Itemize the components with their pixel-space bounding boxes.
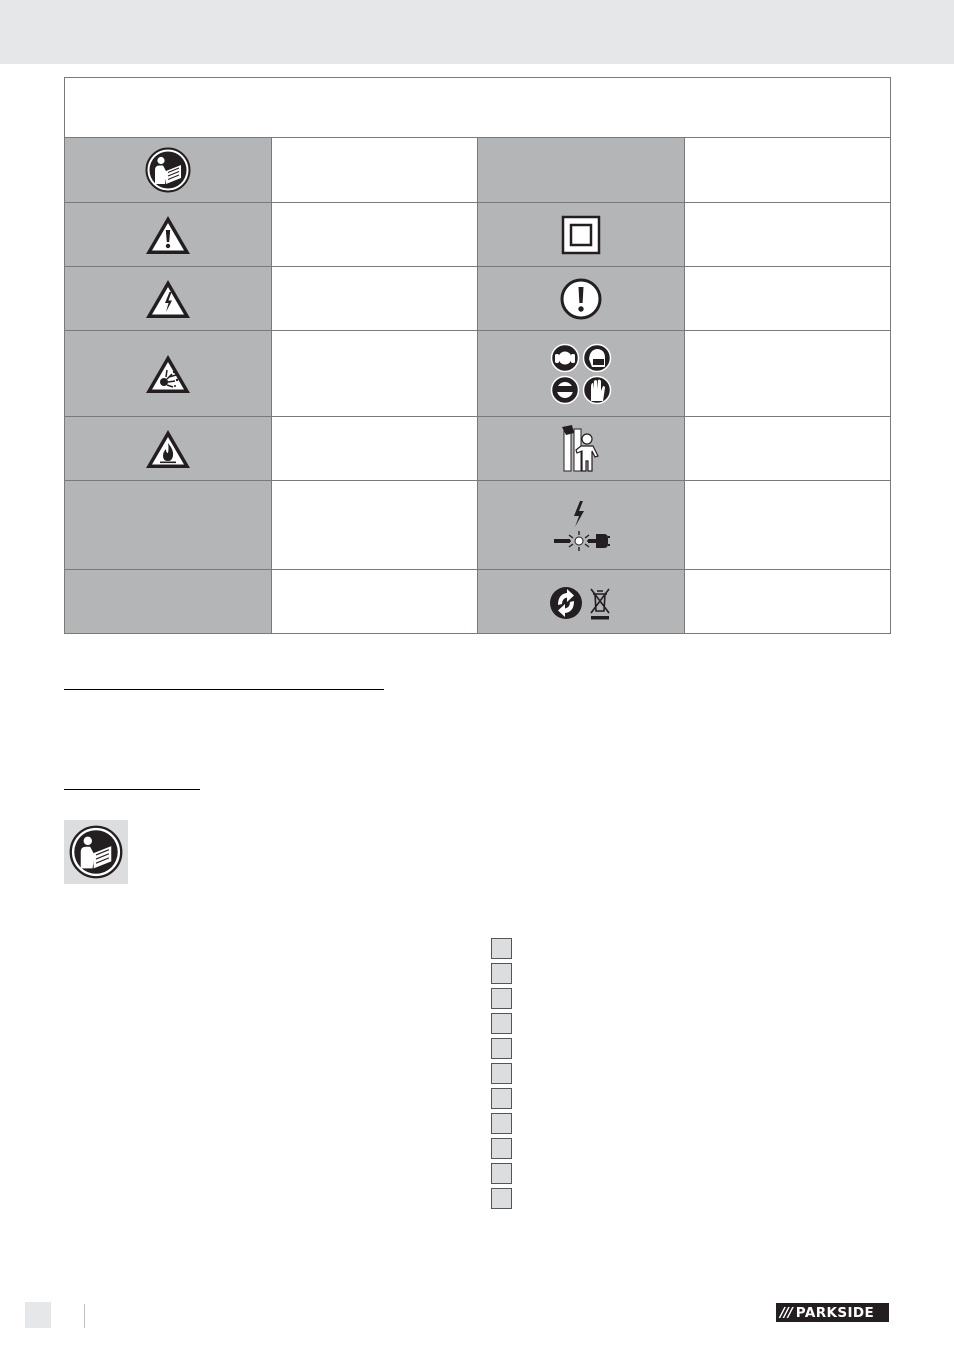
part-number-box [491, 988, 512, 1009]
symbol-icon-cell [65, 267, 272, 331]
symbol-row [65, 331, 891, 417]
symbol-description [684, 331, 891, 417]
fire-warning-icon [144, 428, 192, 470]
symbol-icon-cell [65, 138, 272, 203]
symbol-row [65, 481, 891, 570]
parts-list [491, 938, 515, 1213]
read-manual-icon [145, 147, 191, 193]
symbol-icon-cell [478, 570, 685, 634]
symbol-icon-cell [478, 417, 685, 481]
symbol-row [65, 267, 891, 331]
symbol-description [271, 138, 478, 203]
section-heading-underline [64, 689, 384, 690]
symbol-icon-cell [478, 267, 685, 331]
attention-icon [560, 278, 602, 320]
part-number-box [491, 938, 512, 959]
brand-logo [776, 1303, 889, 1322]
part-number-box [491, 1138, 512, 1159]
symbol-description [271, 203, 478, 267]
symbol-row [65, 417, 891, 481]
symbol-description [684, 138, 891, 203]
read-manual-box [64, 820, 128, 884]
symbol-row [65, 570, 891, 634]
symbol-description [684, 481, 891, 570]
symbol-row [65, 138, 891, 203]
general-warning-icon [144, 214, 192, 256]
symbol-icon-cell [478, 203, 685, 267]
symbol-description [271, 570, 478, 634]
symbol-icon-cell [65, 417, 272, 481]
symbol-description [271, 331, 478, 417]
header-band [0, 0, 954, 64]
read-manual-icon [69, 825, 123, 879]
symbol-description [684, 570, 891, 634]
symbol-icon-cell [65, 203, 272, 267]
part-number-box [491, 1013, 512, 1034]
symbol-icon-cell [478, 481, 685, 570]
footer-divider [84, 1304, 85, 1328]
part-number-box [491, 963, 512, 984]
symbol-description [271, 417, 478, 481]
symbol-description [271, 267, 478, 331]
part-number-box [491, 1063, 512, 1084]
electric-shock-warning-icon [144, 278, 192, 320]
brand-mark: /// [780, 1304, 792, 1321]
protective-equipment-icon [550, 343, 612, 405]
symbol-table-caption [65, 78, 891, 138]
page-number-box [25, 1302, 51, 1328]
subsection-heading-underline [64, 789, 200, 790]
explosion-warning-icon [144, 353, 192, 395]
symbol-table [64, 77, 891, 634]
symbol-description [271, 481, 478, 570]
part-number-box [491, 1188, 512, 1209]
protection-class-ii-icon [561, 215, 601, 255]
keep-children-away-icon [560, 423, 602, 475]
brand-name: PARKSIDE [795, 1304, 875, 1321]
symbol-description [684, 417, 891, 481]
symbol-icon-cell [478, 138, 685, 203]
part-number-box [491, 1113, 512, 1134]
part-number-box [491, 1038, 512, 1059]
symbol-icon-cell [65, 331, 272, 417]
recycling-disposal-icon [549, 582, 613, 622]
symbol-row [65, 203, 891, 267]
symbol-description [684, 203, 891, 267]
damaged-cable-icon [552, 499, 610, 551]
symbol-icon-cell [65, 570, 272, 634]
part-number-box [491, 1088, 512, 1109]
symbol-description [684, 267, 891, 331]
symbol-icon-cell [65, 481, 272, 570]
symbol-icon-cell [478, 331, 685, 417]
part-number-box [491, 1163, 512, 1184]
